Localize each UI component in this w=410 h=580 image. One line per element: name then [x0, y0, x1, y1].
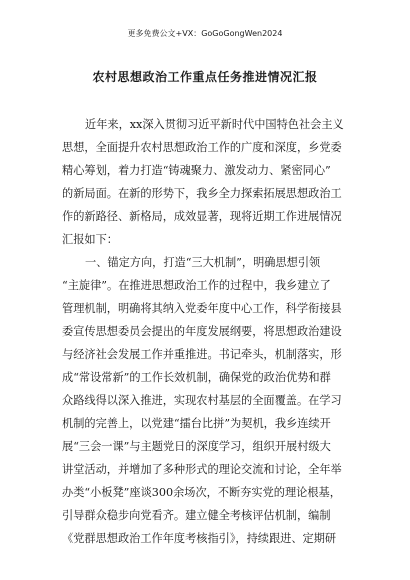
- paragraph-line: 思想，全面提升农村思想政治工作的广度和深度，乡党委: [62, 141, 342, 154]
- paragraph-line: 管理机制，明确将其纳入党委年度中心工作，科学衔接县: [62, 302, 342, 315]
- paragraph-line: 近年来，xx深入贯彻习近平新时代中国特色社会主义: [85, 118, 344, 131]
- paragraph-line: 与经济社会发展工作并重推进。书记牵头，机制落实，形: [62, 348, 342, 361]
- paragraph-line: “主旋律”。在推进思想政治工作的过程中，我乡建立了: [62, 279, 331, 292]
- paragraph-line: 作的新路径、新格局，成效显著，现将近期工作进展情况: [62, 210, 342, 223]
- paragraph-line: 机制的完善上，以党建“擂台比拼”为契机，我乡连续开: [62, 417, 331, 430]
- paragraph-line: 讲堂活动，并增加了多种形式的理论交流和讨论，全年举: [62, 463, 342, 476]
- paragraph-line: 委宣传思想委员会提出的年度发展纲要，将思想政治建设: [62, 325, 342, 338]
- paragraph-line: 的新局面。在新的形势下，我乡全力探索拓展思想政治工: [62, 187, 342, 200]
- paragraph-line: 精心筹划，着力打造“铸魂聚力、激发动力、紧密同心”: [62, 164, 331, 177]
- paragraph-line: 展“三会一课”与主题党日的深度学习，组织开展村级大: [62, 440, 331, 453]
- document-title: 农村思想政治工作重点任务推进情况汇报: [92, 70, 318, 84]
- paragraph-line: 汇报如下：: [62, 233, 118, 246]
- paragraph-line: 办类“小板凳”座谈300余场次，不断夯实党的理论根基，: [62, 486, 341, 499]
- paragraph-line: 成“常设常新”的工作长效机制，确保党的政治优势和群: [62, 371, 331, 384]
- paragraph-line: 《党群思想政治工作年度考核指引》，持续跟进、定期研: [62, 532, 337, 545]
- paragraph-line: 一、锚定方向，打造“三大机制”，明确思想引领: [85, 256, 321, 269]
- header-note: 更多免费公文+VX：GoGoGongWen2024: [127, 29, 283, 38]
- paragraph-line: 引导群众稳步向党看齐。建立健全考核评估机制，编制: [62, 509, 331, 522]
- document-body: [62, 113, 352, 550]
- paragraph-line: 众路线得以深入推进，实现农村基层的全面覆盖。在学习: [62, 394, 342, 407]
